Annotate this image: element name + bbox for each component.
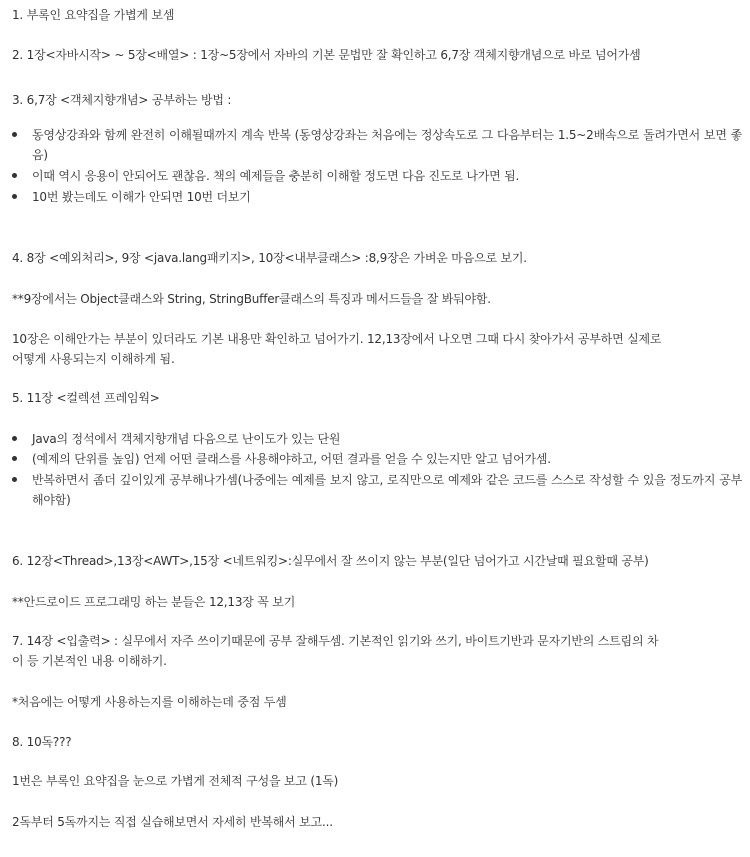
note-io: *처음에는 어떻게 사용하는지를 이해하는데 중점 두셈: [12, 695, 287, 709]
bullet-icon: [12, 456, 17, 461]
list-item: [12, 449, 742, 469]
step-3-heading: 3. 6,7장 <객체지향개념> 공부하는 방법 :: [12, 93, 232, 107]
list-item: [12, 166, 742, 186]
list-item: [12, 187, 742, 207]
list-item: [12, 429, 742, 449]
step-1-text: 1. 부록인 요약집을 가볍게 보셈: [12, 8, 175, 22]
list-item-text: Java의 정석에서 객체지향개념 다음으로 난이도가 있는 단원: [32, 432, 341, 446]
list-item-text: 이때 역시 응용이 안되어도 괜찮음. 책의 예제들을 충분히 이해할 정도면 다음 진도로 나가면 됨.: [32, 169, 520, 183]
bullet-icon: [12, 132, 17, 137]
list-item: [12, 125, 742, 165]
note-first-read: 1번은 부록인 요약집을 눈으로 가볍게 전체적 구성을 보고 (1독): [12, 774, 339, 788]
bullet-icon: [12, 436, 17, 441]
note-second-to-fifth-read: 2독부터 5독까지는 직접 실습해보면서 자세히 반복해서 보고...: [12, 815, 333, 829]
bullet-icon: [12, 173, 17, 178]
step-4-text: 4. 8장 <예외처리>, 9장 <java.lang패키지>, 10장<내부클래스> :8,9장은 가벼운 마음으로 보기.: [12, 251, 527, 265]
list-item-text: 동영상강좌와 함께 완전히 이해될때까지 계속 반복 (동영상강좌는 처음에는 정상속도로 그 다음부터는 1.5~2배속으로 돌려가면서 보면 좋음): [32, 128, 742, 162]
step-7-line-1: 7. 14장 <입출력> : 실무에서 자주 쓰이기때문에 공부 잘해두셈. 기본적인 읽기와 쓰기, 바이트기반과 문자기반의 스트림의 차: [12, 634, 659, 648]
list-item-text: 10번 봤는데도 이해가 안되면 10번 더보기: [32, 190, 251, 204]
step-8-heading: 8. 10독???: [12, 735, 72, 749]
step-6-text: 6. 12장<Thread>,13장<AWT>,15장 <네트워킹>:실무에서 잘 쓰이지 않는 부분(일단 넘어가고 시간날때 필요할때 공부): [12, 554, 649, 568]
note-chapter-10-line-2: 어떻게 사용되는지 이해하게 됨.: [12, 352, 175, 366]
note-chapter-9: **9장에서는 Object클래스와 String, StringBuffer클래스의 특징과 메서드들을 잘 봐둬야함.: [12, 292, 491, 306]
bullet-icon: [12, 194, 17, 199]
step-7-line-2: 이 등 기본적인 내용 이해하기.: [12, 654, 167, 668]
note-chapter-10-line-1: 10장은 이해안가는 부분이 있더라도 기본 내용만 확인하고 넘어가기. 12,13장에서 나오면 그때 다시 찾아가서 공부하면 실제로: [12, 332, 662, 346]
bullet-icon: [12, 477, 17, 482]
list-item-text: 반복하면서 좀더 깊이있게 공부해나가셈(나중에는 예제를 보지 않고, 로직만으로 예제와 같은 코드를 스스로 작성할 수 있을 정도까지 공부해야함): [32, 473, 742, 507]
step-5-heading: 5. 11장 <컬렉션 프레임웍>: [12, 391, 160, 405]
note-android: **안드로이드 프로그래밍 하는 분들은 12,13장 꼭 보기: [12, 595, 296, 609]
list-item: [12, 470, 742, 510]
list-item-text: (예제의 단위를 높임) 언제 어떤 클래스를 사용해야하고, 어떤 결과를 얻을 수 있는지만 알고 넘어가셈.: [32, 452, 551, 466]
step-2-text: 2. 1장<자바시작> ~ 5장<배열> : 1장~5장에서 자바의 기본 문법만 잘 확인하고 6,7장 객체지향개념으로 바로 넘어가셈: [12, 48, 641, 62]
